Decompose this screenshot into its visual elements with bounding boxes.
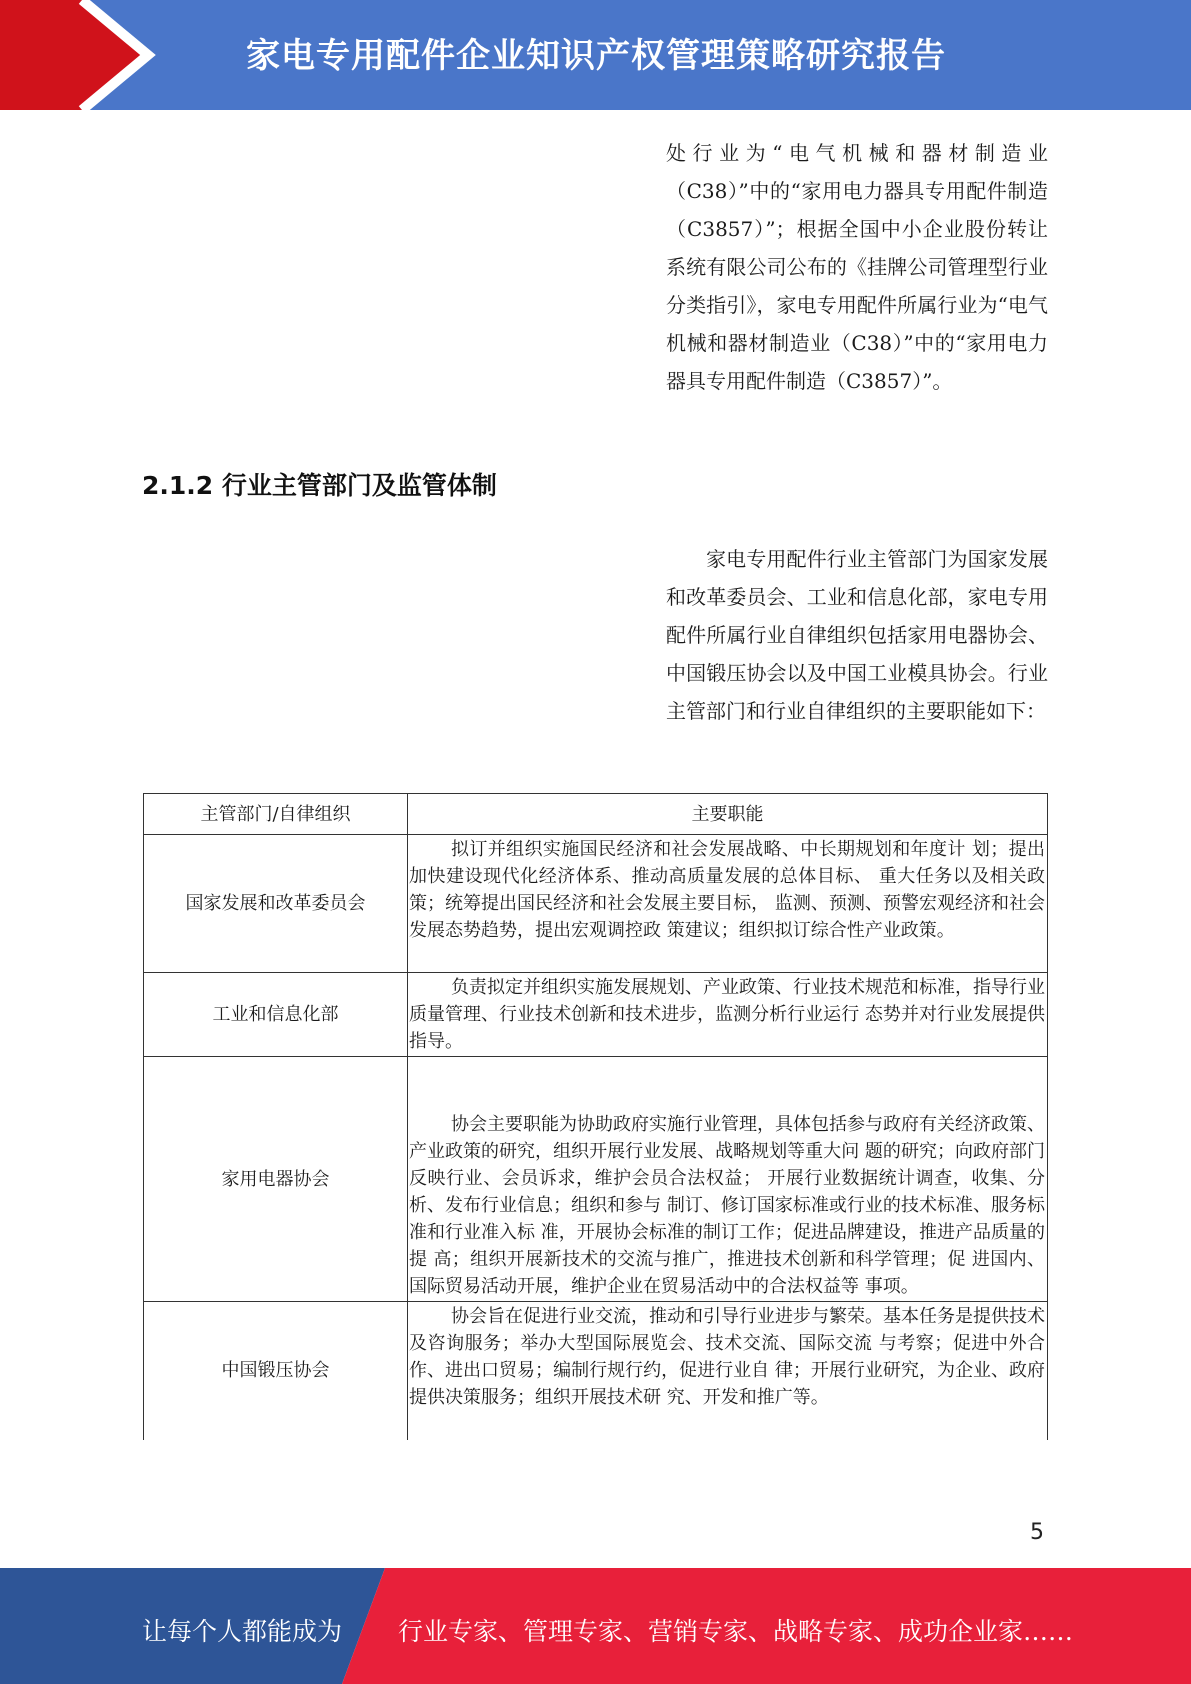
page-header [0, 0, 1191, 110]
table-header-row [144, 794, 1048, 835]
footer-slogan-right: 行业专家、管理专家、营销专家、战略专家、成功企业家…… [398, 1617, 1074, 1646]
table-row [144, 973, 1048, 1057]
footer-slogan-left: 让每个人都能成为 [142, 1617, 343, 1646]
page-footer [0, 1568, 1191, 1684]
table-cell-duty: 协会主要职能为协助政府实施行业管理，具体包括参与政府有关经济政策、产业政策的研究，组织开展行业发展、战略规划等重大问 题的研究；向政府部门反映行业、会员诉求，维护会员合法权益； 开展行业数据统计调查，收集、分析、发布行业信息；组织和参与 制订、修订国家标准或行业的技术标准、服务标准和行业准入标 准，开展协会标准的制订工作；促进品牌建设，推进产品质量的提 高；组织开展新技术的交流与推广，推进技术创新和科学管理；促 进国内、国际贸易活动开展，维护企业在贸易活动中的合法权益等 事项。 [408, 1057, 1048, 1302]
section-heading: 2.1.2 行业主管部门及监管体制 [142, 471, 497, 500]
regulator-duties-table [143, 793, 1048, 1440]
table-row [144, 1057, 1048, 1302]
table-cell-organization: 家用电器协会 [144, 1057, 408, 1302]
table-cell-organization: 国家发展和改革委员会 [144, 835, 408, 973]
page-number: 5 [1030, 1520, 1044, 1545]
table-row [144, 1302, 1048, 1440]
table-cell-duty: 负责拟定并组织实施发展规划、产业政策、行业技术规范和标准，指导行业质量管理、行业技术创新和技术进步，监测分析行业运行 态势并对行业发展提供指导。 [408, 973, 1048, 1057]
table-cell-organization: 中国锻压协会 [144, 1302, 408, 1440]
table-cell-organization: 工业和信息化部 [144, 973, 408, 1057]
report-title: 家电专用配件企业知识产权管理策略研究报告 [246, 36, 946, 76]
body-paragraph-regulators: 家电专用配件行业主管部门为国家发展和改革委员会、工业和信息化部，家电专用配件所属行业自律组织包括家用电器协会、中国锻压协会以及中国工业模具协会。行业主管部门和行业自律组织的主要职能如下： [666, 547, 1048, 723]
column-header-organization: 主管部门/自律组织 [144, 794, 408, 835]
body-paragraph-industry-classification: 处行业为“电气机械和器材制造业（C38）”中的“家用电力器具专用配件制造（C3857）”；根据全国中小企业股份转让系统有限公司公布的《挂牌公司管理型行业分类指引》，家电专用配件所属行业为“电气机械和器材制造业（C38）”中的“家用电力器具专用配件制造（C3857）”。 [666, 141, 1048, 393]
table-cell-duty: 拟订并组织实施国民经济和社会发展战略、中长期规划和年度计 划；提出加快建设现代化经济体系、推动高质量发展的总体目标、 重大任务以及相关政策；统筹提出国民经济和社会发展主要目标， 监测、预测、预警宏观经济和社会发展态势趋势，提出宏观调控政 策建议；组织拟订综合性产业政策。 [408, 835, 1048, 973]
table-cell-duty: 协会旨在促进行业交流，推动和引导行业进步与繁荣。基本任务是提供技术及咨询服务；举办大型国际展览会、技术交流、国际交流 与考察；促进中外合作、进出口贸易；编制行规行约，促进行业自 律；开展行业研究，为企业、政府提供决策服务；组织开展技术研 究、开发和推广等。 [408, 1302, 1048, 1440]
table-row [144, 835, 1048, 973]
column-header-duties: 主要职能 [408, 794, 1048, 835]
